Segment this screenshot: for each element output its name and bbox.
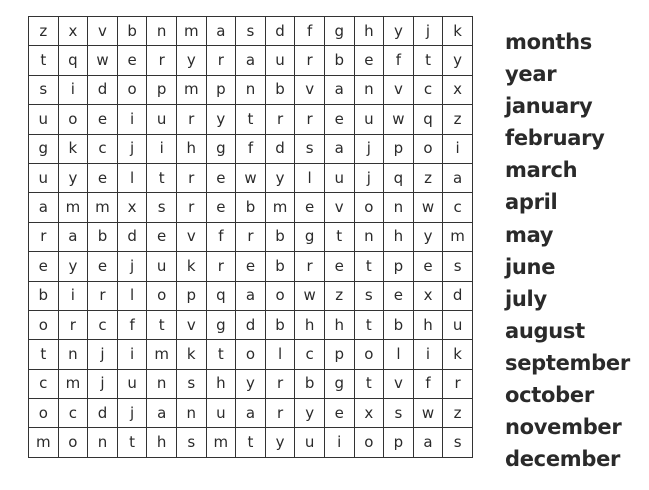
grid-cell[interactable]: m <box>176 75 206 104</box>
word-list-item: june <box>505 254 556 279</box>
grid-cell[interactable]: b <box>384 310 414 339</box>
grid-cell[interactable]: g <box>295 222 325 251</box>
grid-cell[interactable]: o <box>58 105 88 134</box>
grid-cell[interactable]: i <box>117 105 147 134</box>
grid-cell[interactable]: e <box>324 399 354 428</box>
grid-cell[interactable]: g <box>324 369 354 398</box>
grid-cell[interactable]: s <box>176 428 206 457</box>
grid-cell[interactable]: f <box>117 310 147 339</box>
grid-cell[interactable]: t <box>413 46 443 75</box>
grid-cell[interactable]: c <box>413 75 443 104</box>
word-list-item: august <box>505 318 585 343</box>
grid-cell[interactable]: l <box>117 163 147 192</box>
grid-cell[interactable]: h <box>206 369 236 398</box>
grid-cell[interactable]: r <box>206 46 236 75</box>
grid-cell[interactable]: r <box>206 252 236 281</box>
grid-cell[interactable]: o <box>413 134 443 163</box>
grid-cell[interactable]: w <box>384 105 414 134</box>
grid-cell[interactable]: k <box>176 252 206 281</box>
grid-cell[interactable]: j <box>354 134 384 163</box>
grid-row <box>29 369 473 398</box>
grid-cell[interactable]: r <box>265 369 295 398</box>
grid-cell[interactable]: t <box>354 310 384 339</box>
grid-row <box>29 75 473 104</box>
grid-cell[interactable]: b <box>88 222 118 251</box>
grid-cell[interactable]: u <box>354 105 384 134</box>
grid-cell[interactable]: r <box>147 46 177 75</box>
grid-cell[interactable]: d <box>236 310 266 339</box>
grid-cell[interactable]: a <box>413 428 443 457</box>
grid-cell[interactable]: m <box>265 193 295 222</box>
grid-cell[interactable]: b <box>324 46 354 75</box>
grid-cell[interactable]: e <box>354 46 384 75</box>
grid-cell[interactable]: t <box>147 310 177 339</box>
grid-cell[interactable]: r <box>176 105 206 134</box>
grid-cell[interactable]: c <box>88 134 118 163</box>
grid-cell[interactable]: n <box>176 399 206 428</box>
grid-cell[interactable]: e <box>384 281 414 310</box>
grid-cell[interactable]: h <box>147 428 177 457</box>
grid-cell[interactable]: q <box>413 105 443 134</box>
grid-cell[interactable]: t <box>29 46 59 75</box>
grid-cell[interactable]: y <box>265 428 295 457</box>
grid-cell[interactable]: a <box>236 281 266 310</box>
grid-cell[interactable]: o <box>354 193 384 222</box>
grid-row <box>29 134 473 163</box>
grid-cell[interactable]: r <box>236 222 266 251</box>
grid-row <box>29 428 473 457</box>
grid-cell[interactable]: u <box>147 105 177 134</box>
grid-cell[interactable]: n <box>88 428 118 457</box>
grid-cell[interactable]: u <box>265 46 295 75</box>
grid-cell[interactable]: u <box>29 105 59 134</box>
grid-cell[interactable]: m <box>88 193 118 222</box>
grid-cell[interactable]: m <box>443 222 473 251</box>
grid-cell[interactable]: c <box>29 369 59 398</box>
grid-cell[interactable]: y <box>413 222 443 251</box>
word-list-item: december <box>505 447 621 472</box>
grid-cell[interactable]: g <box>324 17 354 46</box>
grid-cell[interactable]: c <box>295 340 325 369</box>
grid-cell[interactable]: d <box>443 281 473 310</box>
grid-cell[interactable]: a <box>29 193 59 222</box>
grid-cell[interactable]: x <box>413 281 443 310</box>
grid-cell[interactable]: g <box>206 134 236 163</box>
grid-cell[interactable]: v <box>176 222 206 251</box>
word-list-item: july <box>505 286 547 311</box>
grid-cell[interactable]: i <box>413 340 443 369</box>
grid-cell[interactable]: d <box>88 399 118 428</box>
grid-cell[interactable]: o <box>147 281 177 310</box>
grid-cell[interactable]: c <box>443 193 473 222</box>
grid-cell[interactable]: u <box>147 252 177 281</box>
grid-cell[interactable]: l <box>384 340 414 369</box>
grid-cell[interactable]: j <box>88 340 118 369</box>
grid-cell[interactable]: l <box>265 340 295 369</box>
grid-cell[interactable]: v <box>384 75 414 104</box>
grid-row <box>29 399 473 428</box>
grid-cell[interactable]: a <box>147 399 177 428</box>
grid-cell[interactable]: v <box>384 369 414 398</box>
grid-cell[interactable]: e <box>117 46 147 75</box>
grid-cell[interactable]: p <box>384 428 414 457</box>
grid-cell[interactable]: p <box>324 340 354 369</box>
grid-cell[interactable]: f <box>384 46 414 75</box>
grid-cell[interactable]: n <box>236 75 266 104</box>
grid-cell[interactable]: z <box>413 163 443 192</box>
grid-cell[interactable]: u <box>295 428 325 457</box>
grid-cell[interactable]: f <box>295 17 325 46</box>
grid-cell[interactable]: y <box>384 17 414 46</box>
grid-cell[interactable]: r <box>295 105 325 134</box>
grid-row <box>29 281 473 310</box>
grid-cell[interactable]: o <box>117 75 147 104</box>
grid-cell[interactable]: b <box>29 281 59 310</box>
grid-cell[interactable]: a <box>236 399 266 428</box>
grid-cell[interactable]: b <box>295 369 325 398</box>
grid-cell[interactable]: y <box>58 252 88 281</box>
grid-cell[interactable]: a <box>206 17 236 46</box>
grid-cell[interactable]: e <box>206 193 236 222</box>
grid-cell[interactable]: t <box>324 222 354 251</box>
grid-cell[interactable]: f <box>236 134 266 163</box>
grid-cell[interactable]: i <box>58 75 88 104</box>
grid-cell[interactable]: x <box>117 193 147 222</box>
grid-cell[interactable]: e <box>295 193 325 222</box>
grid-cell[interactable]: e <box>88 163 118 192</box>
grid-cell[interactable]: h <box>354 17 384 46</box>
grid-cell[interactable]: a <box>443 163 473 192</box>
word-list-item: september <box>505 350 630 375</box>
grid-cell[interactable]: t <box>354 369 384 398</box>
grid-cell[interactable]: m <box>29 428 59 457</box>
grid-cell[interactable]: p <box>384 252 414 281</box>
grid-cell[interactable]: x <box>354 399 384 428</box>
grid-cell[interactable]: a <box>324 75 354 104</box>
grid-cell[interactable]: w <box>88 46 118 75</box>
grid-row <box>29 222 473 251</box>
grid-cell[interactable]: p <box>176 281 206 310</box>
grid-cell[interactable]: r <box>176 163 206 192</box>
grid-cell[interactable]: d <box>88 75 118 104</box>
grid-cell[interactable]: s <box>354 281 384 310</box>
grid-cell[interactable]: t <box>236 428 266 457</box>
grid-cell[interactable]: u <box>324 163 354 192</box>
word-list-item: months <box>505 30 592 54</box>
grid-cell[interactable]: j <box>117 252 147 281</box>
grid-row <box>29 310 473 339</box>
grid-cell[interactable]: n <box>384 193 414 222</box>
grid-cell[interactable]: y <box>265 163 295 192</box>
grid-cell[interactable]: t <box>236 105 266 134</box>
grid-cell[interactable]: i <box>443 134 473 163</box>
grid-row <box>29 163 473 192</box>
grid-cell[interactable]: u <box>206 399 236 428</box>
grid-cell[interactable]: f <box>206 222 236 251</box>
grid-cell[interactable]: n <box>58 340 88 369</box>
grid-cell[interactable]: m <box>206 428 236 457</box>
grid-cell[interactable]: s <box>443 428 473 457</box>
grid-cell[interactable]: g <box>206 310 236 339</box>
grid-row <box>29 17 473 46</box>
grid-cell[interactable]: i <box>117 340 147 369</box>
grid-cell[interactable]: s <box>236 17 266 46</box>
grid-cell[interactable]: y <box>443 46 473 75</box>
grid-cell[interactable]: r <box>265 105 295 134</box>
grid-cell[interactable]: h <box>384 222 414 251</box>
grid-cell[interactable]: r <box>295 252 325 281</box>
grid-cell[interactable]: a <box>236 46 266 75</box>
grid-cell[interactable]: j <box>413 17 443 46</box>
grid-cell[interactable]: o <box>236 340 266 369</box>
grid-cell[interactable]: z <box>324 281 354 310</box>
grid-cell[interactable]: p <box>384 134 414 163</box>
grid-cell[interactable]: j <box>88 369 118 398</box>
word-list <box>505 26 630 475</box>
grid-cell[interactable]: b <box>236 193 266 222</box>
grid-cell[interactable]: t <box>206 340 236 369</box>
grid-cell[interactable]: j <box>117 134 147 163</box>
grid-cell[interactable]: m <box>58 369 88 398</box>
grid-cell[interactable]: p <box>147 75 177 104</box>
grid-cell[interactable]: y <box>295 399 325 428</box>
grid-cell[interactable]: k <box>443 340 473 369</box>
grid-cell[interactable]: b <box>265 310 295 339</box>
grid-cell[interactable]: d <box>117 222 147 251</box>
grid-cell[interactable]: e <box>88 105 118 134</box>
grid-cell[interactable]: g <box>29 134 59 163</box>
grid-cell[interactable]: r <box>265 399 295 428</box>
grid-cell[interactable]: w <box>413 193 443 222</box>
grid-cell[interactable]: h <box>176 134 206 163</box>
grid-cell[interactable]: z <box>443 105 473 134</box>
grid-cell[interactable]: q <box>58 46 88 75</box>
word-list-item: october <box>505 383 594 408</box>
grid-cell[interactable]: s <box>443 252 473 281</box>
grid-row <box>29 105 473 134</box>
grid-cell[interactable]: d <box>265 17 295 46</box>
grid-cell[interactable]: o <box>58 428 88 457</box>
grid-cell[interactable]: h <box>413 310 443 339</box>
grid-row <box>29 193 473 222</box>
grid-cell[interactable]: s <box>176 369 206 398</box>
grid-cell[interactable]: r <box>29 222 59 251</box>
grid-cell[interactable]: o <box>29 310 59 339</box>
grid-cell[interactable]: c <box>58 399 88 428</box>
grid-cell[interactable]: b <box>265 75 295 104</box>
word-search-grid <box>28 16 473 458</box>
grid-cell[interactable]: t <box>29 340 59 369</box>
grid-cell[interactable]: y <box>176 46 206 75</box>
grid-cell[interactable]: i <box>147 134 177 163</box>
grid-cell[interactable]: z <box>443 399 473 428</box>
grid-cell[interactable]: b <box>117 17 147 46</box>
grid-cell[interactable]: u <box>29 163 59 192</box>
grid-cell[interactable]: c <box>88 310 118 339</box>
grid-cell[interactable]: v <box>295 75 325 104</box>
grid-cell[interactable]: e <box>324 105 354 134</box>
grid-cell[interactable]: r <box>176 193 206 222</box>
grid-cell[interactable]: l <box>117 281 147 310</box>
grid-cell[interactable]: f <box>413 369 443 398</box>
grid-cell[interactable]: o <box>29 399 59 428</box>
word-list-item: february <box>505 126 605 151</box>
grid-cell[interactable]: i <box>58 281 88 310</box>
grid-cell[interactable]: n <box>147 17 177 46</box>
grid-cell[interactable]: r <box>58 310 88 339</box>
grid-cell[interactable]: u <box>117 369 147 398</box>
grid-cell[interactable]: a <box>324 134 354 163</box>
grid-cell[interactable]: a <box>58 222 88 251</box>
grid-cell[interactable]: k <box>58 134 88 163</box>
grid-cell[interactable]: m <box>176 17 206 46</box>
grid-cell[interactable]: q <box>206 281 236 310</box>
grid-cell[interactable]: d <box>265 134 295 163</box>
grid-cell[interactable]: w <box>295 281 325 310</box>
grid-cell[interactable]: l <box>295 163 325 192</box>
grid-cell[interactable]: s <box>384 399 414 428</box>
grid-cell[interactable]: e <box>29 252 59 281</box>
grid-cell[interactable]: p <box>206 75 236 104</box>
grid-cell[interactable]: e <box>206 163 236 192</box>
grid-row <box>29 340 473 369</box>
grid-cell[interactable]: y <box>236 369 266 398</box>
grid-cell[interactable]: q <box>384 163 414 192</box>
grid-cell[interactable]: v <box>88 17 118 46</box>
grid-cell[interactable]: h <box>295 310 325 339</box>
grid-cell[interactable]: z <box>29 17 59 46</box>
grid-cell[interactable]: k <box>443 17 473 46</box>
grid-cell[interactable]: b <box>265 222 295 251</box>
grid-cell[interactable]: w <box>236 163 266 192</box>
grid-cell[interactable]: s <box>147 193 177 222</box>
word-list-item: november <box>505 415 622 440</box>
grid-cell[interactable]: v <box>176 310 206 339</box>
grid-cell[interactable]: y <box>206 105 236 134</box>
grid-cell[interactable]: s <box>295 134 325 163</box>
grid-cell[interactable]: o <box>265 281 295 310</box>
grid-cell[interactable]: i <box>324 428 354 457</box>
grid-cell[interactable]: x <box>58 17 88 46</box>
grid-cell[interactable]: v <box>324 193 354 222</box>
grid-cell[interactable]: e <box>88 252 118 281</box>
grid-cell[interactable]: x <box>443 75 473 104</box>
grid-cell[interactable]: n <box>354 75 384 104</box>
grid-cell[interactable]: b <box>265 252 295 281</box>
grid-cell[interactable]: u <box>443 310 473 339</box>
grid-cell[interactable]: w <box>413 399 443 428</box>
word-list-item: april <box>505 190 558 215</box>
grid-cell[interactable]: o <box>354 340 384 369</box>
grid-cell[interactable]: m <box>147 340 177 369</box>
grid-cell[interactable]: r <box>295 46 325 75</box>
word-list-item: january <box>505 94 593 119</box>
grid-cell[interactable]: t <box>354 252 384 281</box>
grid-cell[interactable]: n <box>147 369 177 398</box>
grid-cell[interactable]: m <box>58 193 88 222</box>
grid-cell[interactable]: r <box>443 369 473 398</box>
word-list-item: may <box>505 222 554 247</box>
word-list-item: march <box>505 158 578 183</box>
grid-cell[interactable]: e <box>147 222 177 251</box>
grid-cell[interactable]: e <box>413 252 443 281</box>
grid-row <box>29 46 473 75</box>
grid-cell[interactable]: h <box>324 310 354 339</box>
grid-cell[interactable]: y <box>58 163 88 192</box>
grid-cell[interactable]: e <box>324 252 354 281</box>
word-list-item: year <box>505 62 557 87</box>
grid-cell[interactable]: t <box>147 163 177 192</box>
grid-cell[interactable]: e <box>236 252 266 281</box>
grid-cell[interactable]: n <box>354 222 384 251</box>
grid-cell[interactable]: j <box>117 399 147 428</box>
grid-cell[interactable]: j <box>354 163 384 192</box>
grid-cell[interactable]: t <box>117 428 147 457</box>
grid-cell[interactable]: o <box>354 428 384 457</box>
grid-row <box>29 252 473 281</box>
grid-cell[interactable]: k <box>176 340 206 369</box>
grid-cell[interactable]: r <box>88 281 118 310</box>
grid-cell[interactable]: s <box>29 75 59 104</box>
